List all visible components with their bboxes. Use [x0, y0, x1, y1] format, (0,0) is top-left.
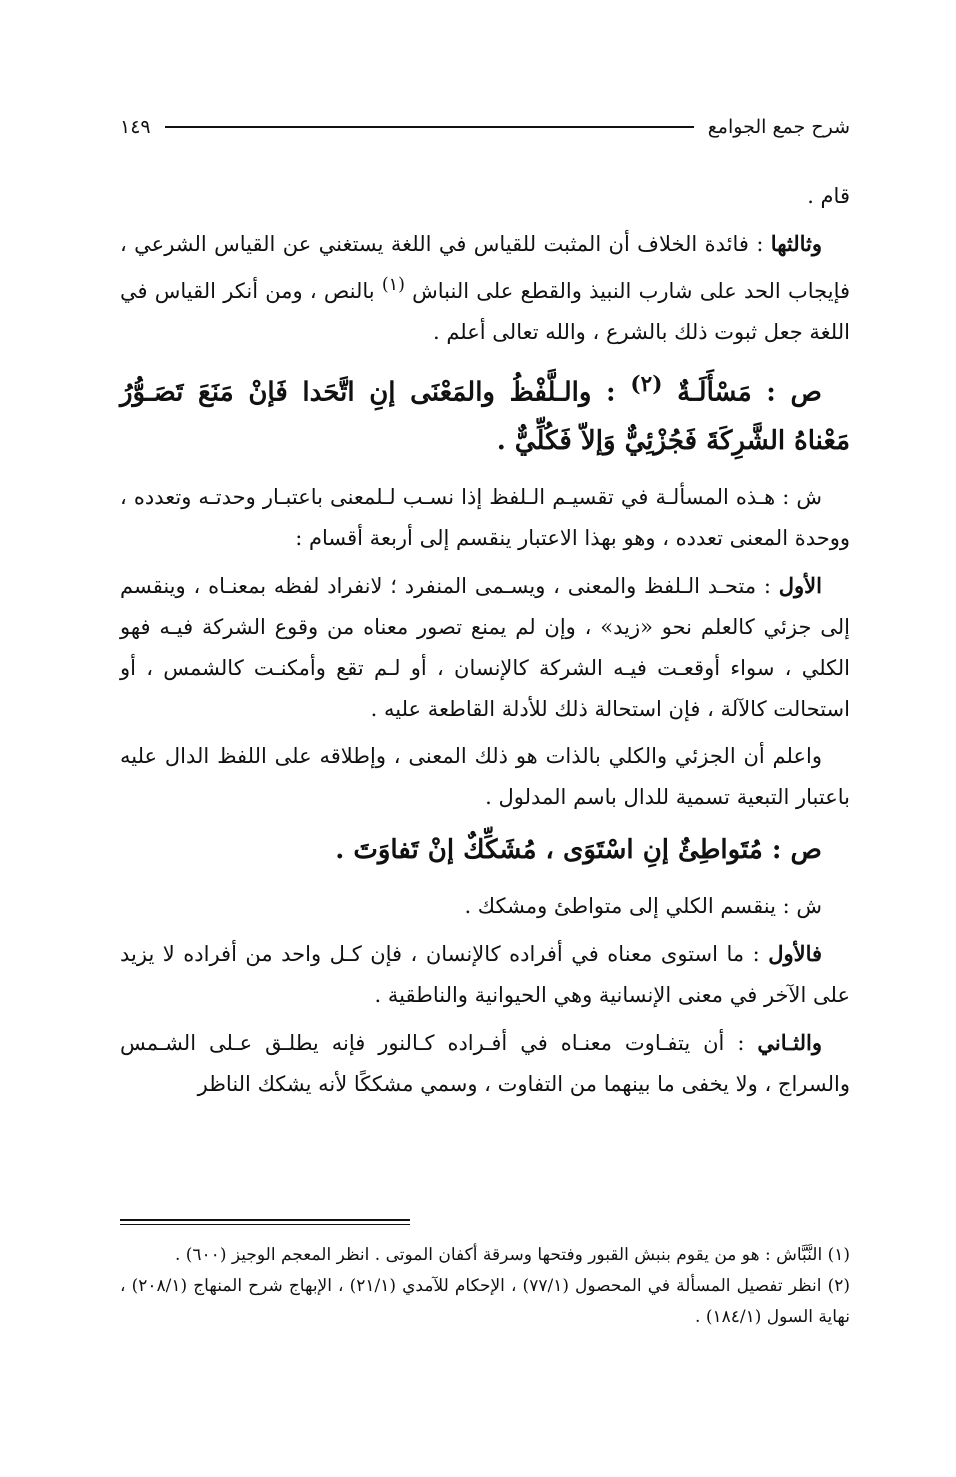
footnote-1: (١) النَّبَّاش : هو من يقوم بنبش القبور وفتحها وسرقة أكفان الموتى . انظر المعجم الوجيز (٦٠٠) .	[174, 1245, 850, 1265]
paragraph-text: : فائدة الخلاف أن المثبت للقياس في اللغة يستغني عن القياس الشرعي ، فإيجاب الحد على شارب النبيذ والقطع على النباش	[120, 232, 851, 303]
header-rule	[165, 126, 694, 128]
page-number: ١٤٩	[120, 116, 151, 138]
paragraph-continuation	[120, 176, 850, 217]
footnote-marker: (١)	[381, 275, 405, 295]
paragraph-text: ش : ينقسم الكلي إلى متواطئ ومشكك .	[464, 893, 822, 918]
paragraph-lead: الأول	[778, 572, 822, 598]
paragraph-text: بالنص ، ومن أنكر القياس في اللغة جعل ثبوت ذلك بالشرع ، والله تعالى أعلم .	[120, 279, 850, 344]
footnote-marker: (٢)	[630, 372, 663, 397]
running-title: شرح جمع الجوامع	[707, 116, 850, 138]
paragraph-text: : ما استوى معناه في أفراده كالإنسان ، فإن كـل واحد من أفراده لا يزيد على الآخر في معنى الإنسانية وهي الحيوانية والناطقية .	[120, 941, 850, 1007]
body-text	[120, 176, 850, 1111]
paragraph-text: : متحـد الـلفظ والمعنى ، ويسـمى المنفرد ؛ لانفراد لفظه بمعنـاه ، وينقسم إلى جزئي كالعلم نحو «زيد» ، وإن لم يمنع تصور معناه من وقوع الشركة فيـه فهو الكلي ، سواء أوقعـت فيـه الشركة كالإنسان ، أو لـم تقع وأمكنـت كالشمس ، أو استحالت كالآلة ، فإن استحالة ذلك للأدلة القاطعة عليه .	[120, 573, 850, 721]
running-header	[120, 112, 850, 142]
paragraph-third-point	[120, 223, 850, 353]
paragraph-text: قام .	[807, 184, 850, 208]
book-page	[120, 0, 850, 1477]
paragraph-first-division	[120, 565, 850, 730]
paragraph-note	[120, 736, 850, 818]
paragraph-commentary-intro	[120, 477, 850, 559]
footnotes	[120, 1240, 850, 1333]
matn-issue-one	[120, 361, 850, 465]
matn-issue-two	[120, 826, 850, 874]
paragraph-commentary-two	[120, 886, 850, 927]
paragraph-univocal	[120, 933, 850, 1016]
matn-text: ص : مُتَواطِئٌ إنِ اسْتَوَى ، مُشَكِّكٌ إنْ تَفاوَتَ .	[335, 834, 822, 865]
paragraph-text: واعلم أن الجزئي والكلي بالذات هو ذلك المعنى ، وإطلاقه على اللفظ الدال عليه باعتبار التبعية تسمية للدال باسم المدلول .	[120, 743, 850, 809]
matn-text: ص : مَسْأَلَـةٌ	[662, 377, 822, 408]
paragraph-text: ش : هـذه المسألـة في تقسيـم الـلفظ إذا نسـب لـلمعنى باعتبـار وحدتـه وتعدده ، ووحدة المعنى تعدده ، وهو بهذا الاعتبار ينقسم إلى أربعة أقسام :	[120, 484, 850, 550]
paragraph-equivocal	[120, 1022, 850, 1105]
footnote-2: (٢) انظر تفصيل المسألة في المحصول (٧٧/١) ، الإحكام للآمدي (٢١/١) ، الإبهاج شرح المنهاج (٢٠٨/١) ، نهاية السول (١٨٤/١) .	[120, 1276, 851, 1327]
paragraph-lead: وثالثها	[770, 231, 822, 256]
paragraph-lead: والثـاني	[757, 1029, 822, 1055]
paragraph-text: : أن يتفـاوت معنـاه في أفـراده كـالنور فإنه يطلـق عـلى الشـمس والسراج ، ولا يخفى ما بينهما من التفاوت ، وسمي مشككًا لأنه يشكك الناظر	[120, 1030, 850, 1096]
matn-text: : والـلَّفْظُ والمَعْنَى إنِ اتَّحَدا فَإنْ مَنَعَ تَصَـوُّرُ مَعْناهُ الشَّرِكَةَ فَجُزْئِيٌّ وَإلاّ فَكُلِّيٌّ .	[120, 377, 850, 456]
paragraph-lead: فالأول	[768, 940, 823, 966]
footnote-separator	[120, 1219, 410, 1227]
